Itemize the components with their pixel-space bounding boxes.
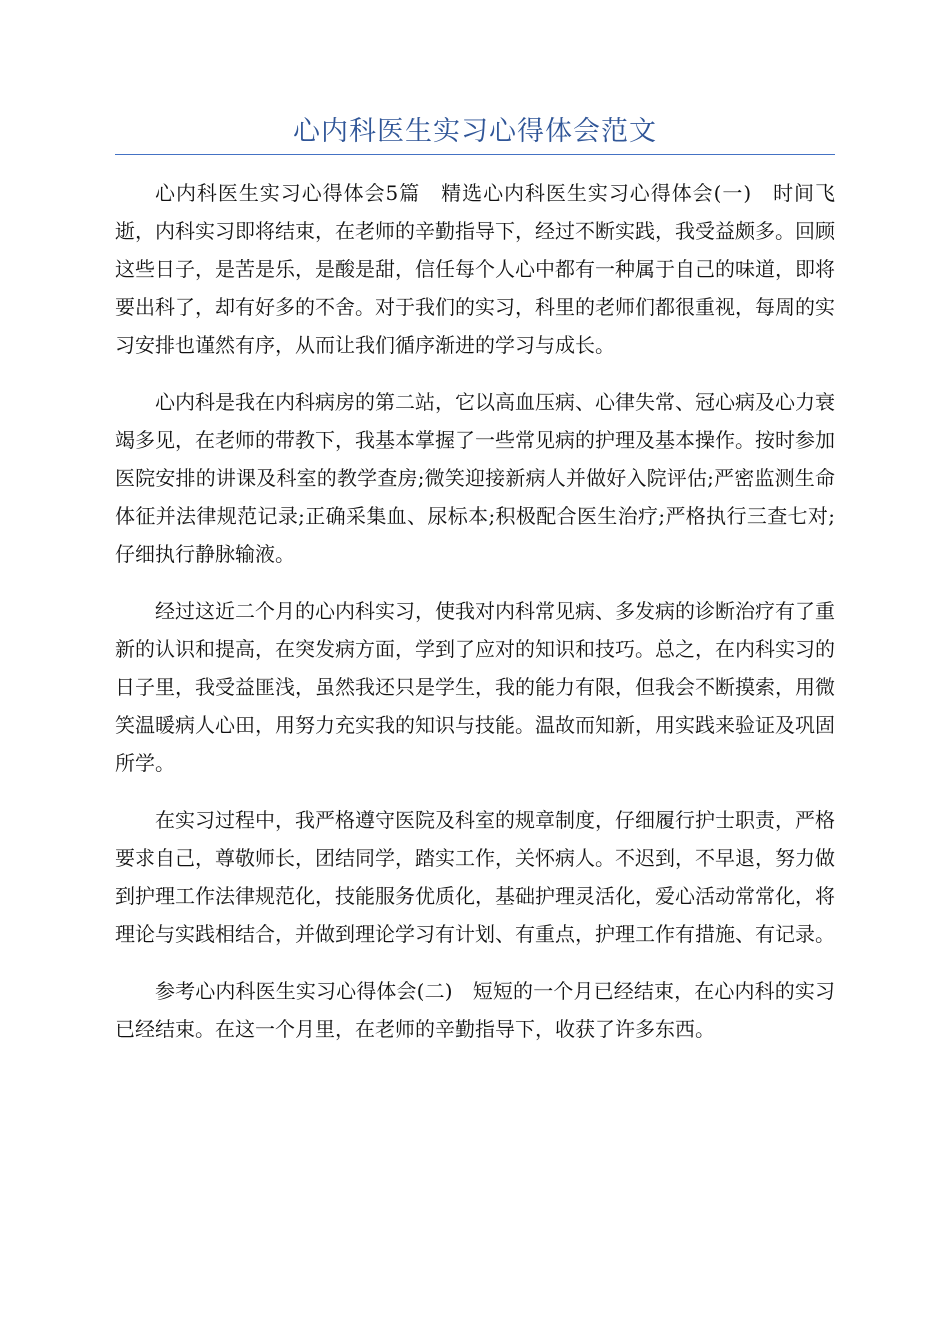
paragraph-4: 在实习过程中，我严格遵守医院及科室的规章制度，仔细履行护士职责，严格要求自己，尊敬师长，团结同学，踏实工作，关怀病人。不迟到，不早退，努力做到护理工作法律规范化，技能服务优质化，基础护理灵活化，爱心活动常常化，将理论与实践相结合，并做到理论学习有计划、有重点，护理工作有措施、有记录。 — [115, 808, 835, 946]
document-body — [115, 174, 835, 1067]
document-title: 心内科医生实习心得体会范文 — [293, 116, 657, 147]
paragraph-3: 经过这近二个月的心内科实习，使我对内科常见病、多发病的诊断治疗有了重新的认识和提高，在突发病方面，学到了应对的知识和技巧。总之，在内科实习的日子里，我受益匪浅，虽然我还只是学生，我的能力有限，但我会不断摸索，用微笑温暖病人心田，用努力充实我的知识与技能。温故而知新，用实践来验证及巩固所学。 — [115, 599, 835, 775]
paragraph-1: 心内科医生实习心得体会5篇 精选心内科医生实习心得体会(一) 时间飞逝，内科实习即将结束，在老师的辛勤指导下，经过不断实践，我受益颇多。回顾这些日子，是苦是乐，是酸是甜，信任每个人心中都有一种属于自己的味道，即将要出科了，却有好多的不舍。对于我们的实习，科里的老师们都很重视，每周的实习安排也谨然有序，从而让我们循序渐进的学习与成长。 — [115, 181, 835, 357]
paragraph-5: 参考心内科医生实习心得体会(二) 短短的一个月已经结束，在心内科的实习已经结束。在这一个月里，在老师的辛勤指导下，收获了许多东西。 — [115, 979, 835, 1041]
title-underline — [115, 154, 835, 155]
paragraph-2: 心内科是我在内科病房的第二站，它以高血压病、心律失常、冠心病及心力衰竭多见，在老师的带教下，我基本掌握了一些常见病的护理及基本操作。按时参加医院安排的讲课及科室的教学查房;微笑迎接新病人并做好入院评估;严密监测生命体征并法律规范记录;正确采集血、尿标本;积极配合医生治疗;严格执行三查七对;仔细执行静脉输液。 — [115, 390, 835, 566]
